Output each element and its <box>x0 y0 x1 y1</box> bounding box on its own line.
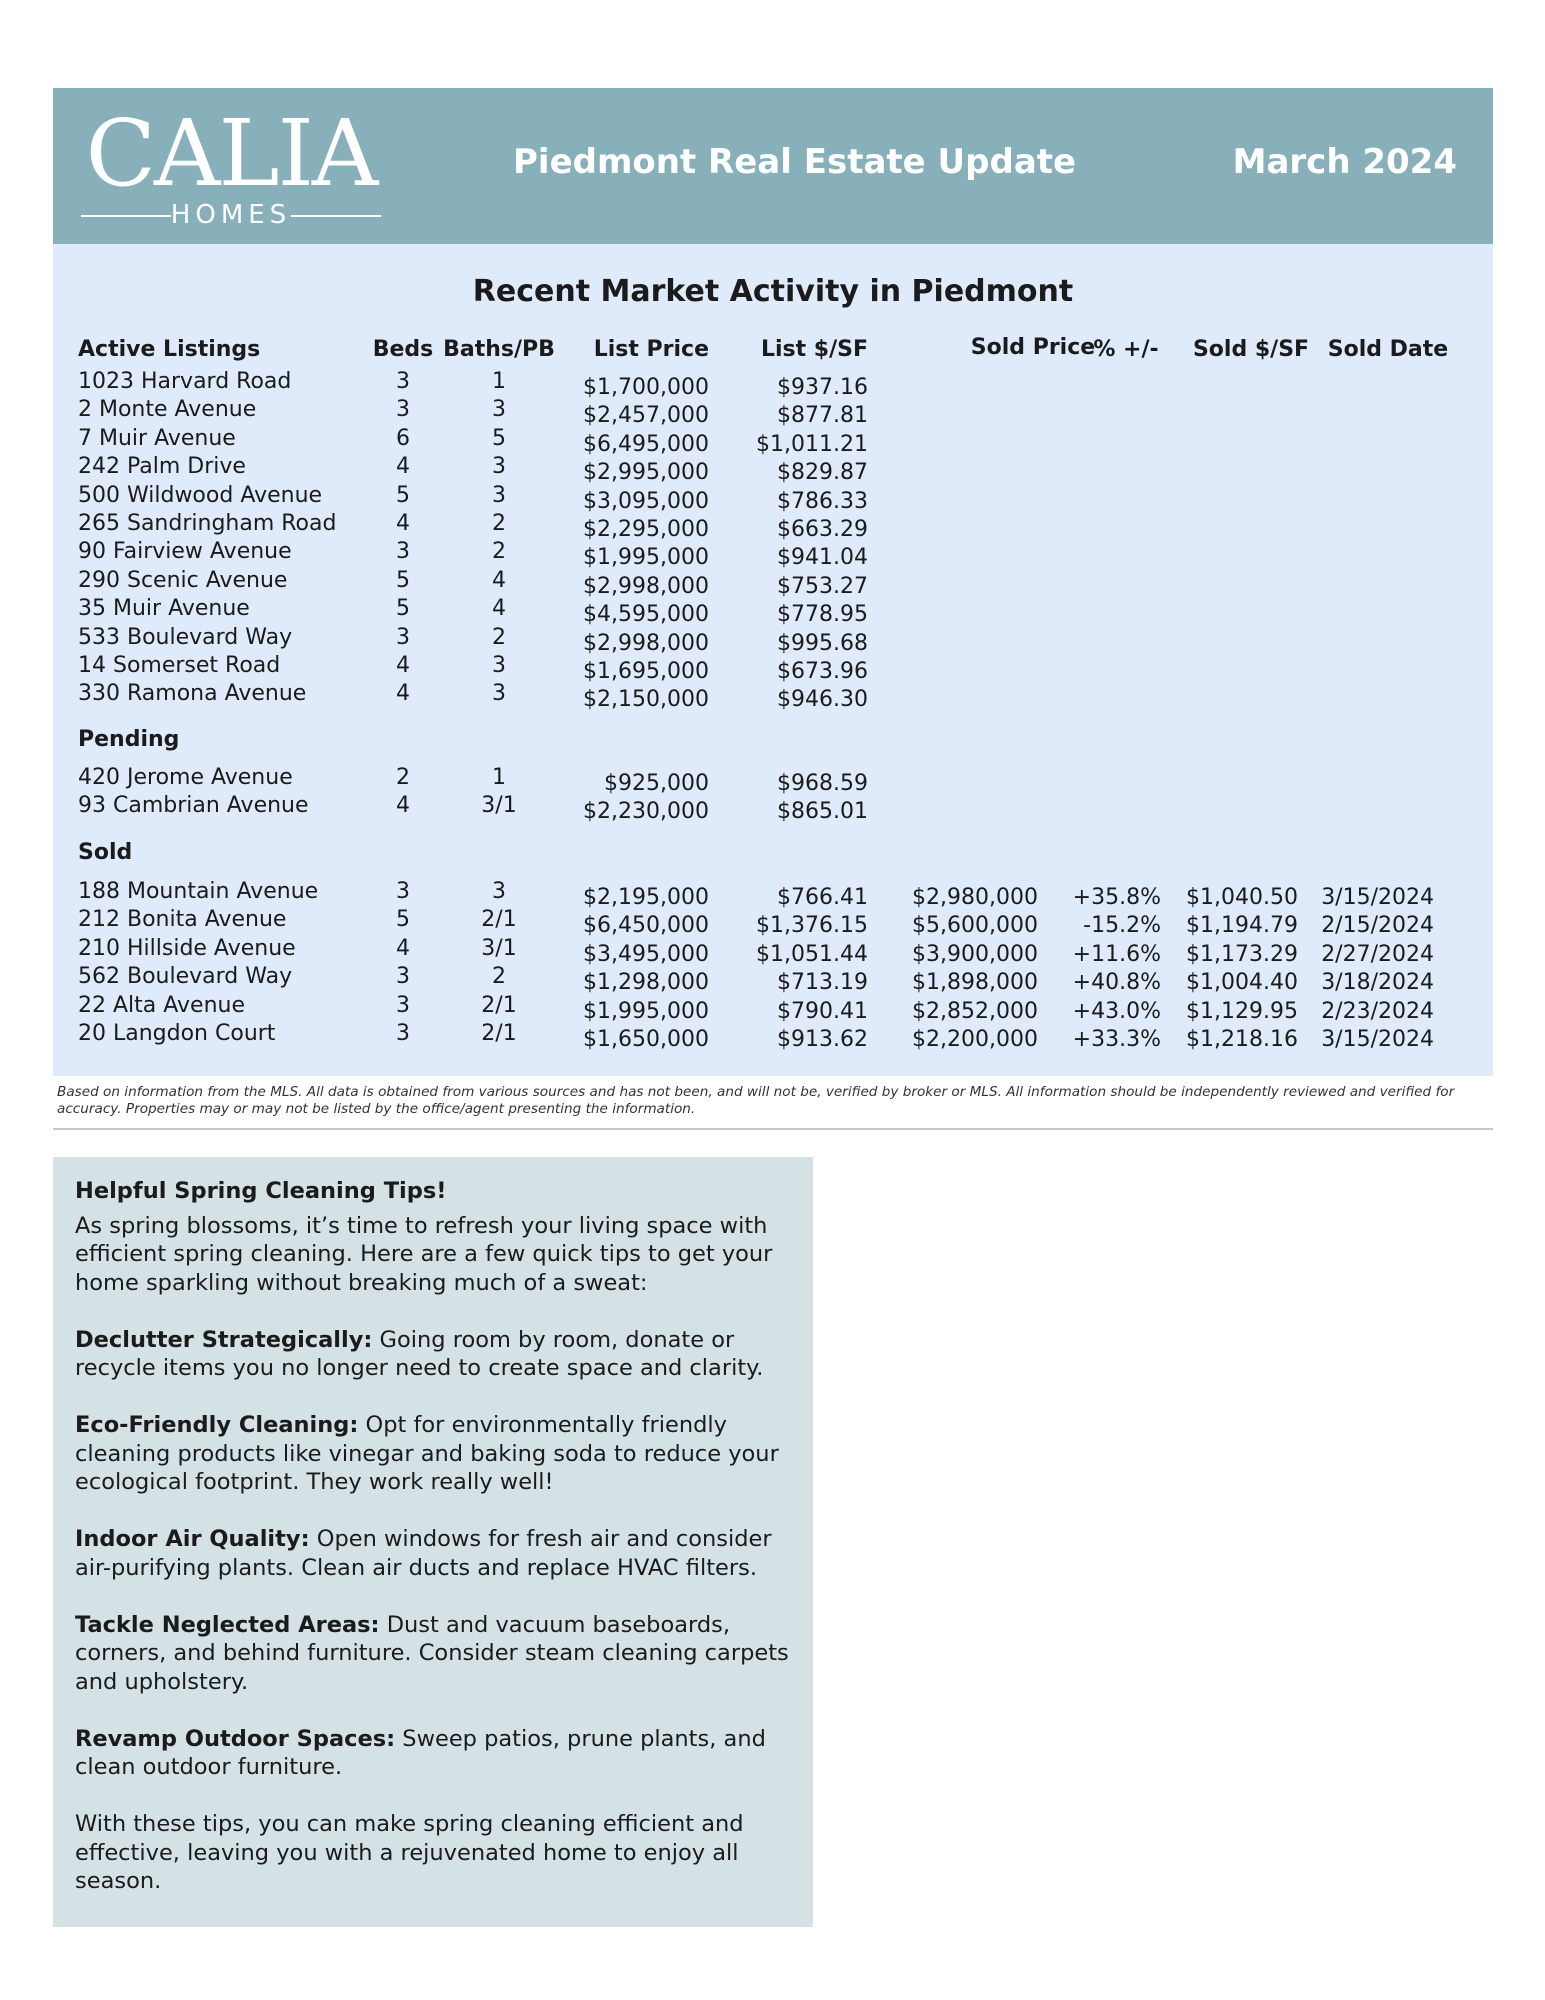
column-header-sold-psf: Sold $/SF <box>1192 337 1310 362</box>
active-list-psf: $663.29 <box>777 517 868 542</box>
sold-pct: -15.2% <box>1083 913 1161 939</box>
sold-pct: +40.8% <box>1072 970 1161 996</box>
tips-intro: As spring blossoms, it’s time to refresh your living space with efficient spring cleaning. Here are a few quick tips to get your home sparkling without breaking much of a sweat: <box>75 1212 773 1296</box>
active-list-price: $4,595,000 <box>583 602 709 628</box>
active-list-price: $1,700,000 <box>583 375 709 400</box>
tip-label: Tackle Neglected Areas: <box>75 1611 380 1638</box>
header-banner <box>53 88 1493 244</box>
active-baths: 5 <box>492 425 506 451</box>
sold-address: 20 Langdon Court <box>78 1021 276 1046</box>
market-activity-panel <box>53 244 1493 1076</box>
tip-label: Revamp Outdoor Spaces: <box>75 1725 396 1752</box>
sold-baths: 2/1 <box>481 1021 517 1046</box>
sold-beds: 5 <box>396 907 410 933</box>
market-title: Recent Market Activity in Piedmont <box>472 274 1074 309</box>
pending-address: 93 Cambrian Avenue <box>78 793 309 819</box>
tip-item <box>75 1611 795 1697</box>
active-address: 1023 Harvard Road <box>78 369 292 394</box>
sold-beds: 3 <box>396 992 410 1018</box>
sold-pct: +35.8% <box>1072 885 1161 910</box>
sold-address: 22 Alta Avenue <box>78 992 245 1018</box>
active-list-price: $2,457,000 <box>583 403 709 429</box>
column-header-list-psf: List $/SF <box>760 337 868 362</box>
column-header-beds: Beds <box>372 337 434 362</box>
active-beds: 4 <box>396 454 410 480</box>
tip-item <box>75 1411 795 1497</box>
sold-list-psf: $913.62 <box>777 1027 868 1052</box>
sold-sold-date: 3/15/2024 <box>1321 1027 1434 1052</box>
pending-list-price: $925,000 <box>604 771 709 796</box>
sold-list-price: $1,995,000 <box>583 998 709 1024</box>
sold-list-price: $2,195,000 <box>583 885 709 910</box>
tip-text: Going room by room, donate or recycle items you no longer need to create space and clarity. <box>75 1326 764 1381</box>
sold-baths: 3/1 <box>481 935 517 961</box>
active-address: 330 Ramona Avenue <box>78 681 307 707</box>
active-list-psf: $946.30 <box>777 687 868 713</box>
pending-list-price: $2,230,000 <box>583 799 709 825</box>
section-label-pending: Pending <box>78 727 180 752</box>
sold-sold-price: $2,852,000 <box>912 998 1038 1024</box>
sold-list-price: $3,495,000 <box>583 941 709 967</box>
sold-list-psf: $1,376.15 <box>756 913 868 939</box>
sold-baths: 2 <box>492 964 506 990</box>
active-baths: 1 <box>492 369 506 394</box>
column-header-pct: % +/- <box>1093 337 1159 362</box>
active-baths: 3 <box>492 454 506 480</box>
sold-sold-price: $2,980,000 <box>912 885 1038 910</box>
active-address: 500 Wildwood Avenue <box>78 482 323 508</box>
section-label-sold: Sold <box>78 840 133 865</box>
active-list-psf: $877.81 <box>777 403 868 429</box>
active-beds: 4 <box>396 653 410 678</box>
pending-baths: 1 <box>492 765 506 790</box>
active-list-psf: $937.16 <box>777 375 868 400</box>
sold-sold-psf: $1,004.40 <box>1186 970 1298 996</box>
sold-list-price: $1,650,000 <box>583 1027 709 1052</box>
active-baths: 2 <box>492 511 506 536</box>
tips-title: Helpful Spring Cleaning Tips! <box>75 1178 447 1204</box>
sold-list-price: $1,298,000 <box>583 970 709 996</box>
active-address: 265 Sandringham Road <box>78 511 337 536</box>
tip-text: Dust and vacuum baseboards, corners, and behind furniture. Consider steam cleaning carpets and upholstery. <box>75 1611 789 1695</box>
sold-sold-psf: $1,173.29 <box>1186 941 1298 967</box>
sold-sold-psf: $1,194.79 <box>1186 913 1298 939</box>
logo-sub-text: HOMES <box>170 200 292 230</box>
sold-pct: +43.0% <box>1072 998 1161 1024</box>
tip-item <box>75 1725 795 1782</box>
tip-item <box>75 1525 795 1582</box>
page-title: Piedmont Real Estate Update <box>513 142 1077 182</box>
active-beds: 4 <box>396 681 410 707</box>
tip-label: Eco-Friendly Cleaning: <box>75 1412 359 1438</box>
active-baths: 3 <box>492 653 506 678</box>
active-list-psf: $829.87 <box>777 460 868 486</box>
active-list-price: $2,995,000 <box>583 460 709 486</box>
logo-subtitle <box>81 201 381 229</box>
active-address: 14 Somerset Road <box>78 653 281 678</box>
sold-sold-psf: $1,218.16 <box>1186 1027 1298 1052</box>
active-baths: 4 <box>492 596 506 622</box>
active-list-psf: $778.95 <box>777 602 868 628</box>
active-baths: 3 <box>492 681 506 707</box>
column-header-sold-price: Sold Price <box>970 335 1096 360</box>
sold-sold-date: 2/27/2024 <box>1321 941 1434 967</box>
sold-baths: 2/1 <box>481 992 517 1018</box>
sold-beds: 3 <box>396 879 410 904</box>
pending-beds: 4 <box>396 793 410 819</box>
active-beds: 6 <box>396 425 410 451</box>
sold-address: 210 Hillside Avenue <box>78 935 296 961</box>
column-header-baths: Baths/PB <box>443 337 555 362</box>
active-list-price: $2,998,000 <box>583 573 709 599</box>
pending-baths: 3/1 <box>481 793 517 819</box>
active-address: 90 Fairview Avenue <box>78 539 292 565</box>
sold-sold-date: 3/15/2024 <box>1321 885 1434 910</box>
active-beds: 3 <box>396 624 410 650</box>
active-address: 35 Muir Avenue <box>78 596 250 622</box>
active-list-price: $2,150,000 <box>583 687 709 713</box>
active-beds: 3 <box>396 539 410 565</box>
sold-list-price: $6,450,000 <box>583 913 709 939</box>
tips-outro: With these tips, you can make spring cleaning efficient and effective, leaving you with a rejuvenated home to enjoy all season. <box>75 1811 744 1894</box>
logo-wordmark: CALIA <box>85 100 377 207</box>
active-baths: 2 <box>492 539 506 565</box>
column-header-sold-date: Sold Date <box>1327 337 1449 362</box>
active-list-price: $2,295,000 <box>583 517 709 542</box>
divider <box>53 1128 1493 1130</box>
sold-list-psf: $790.41 <box>777 998 868 1024</box>
sold-sold-date: 3/18/2024 <box>1321 970 1434 996</box>
sold-sold-price: $5,600,000 <box>912 913 1038 939</box>
active-address: 7 Muir Avenue <box>78 425 236 451</box>
active-list-price: $6,495,000 <box>583 431 709 457</box>
sold-pct: +33.3% <box>1072 1027 1161 1052</box>
sold-sold-date: 2/23/2024 <box>1321 998 1434 1024</box>
pending-beds: 2 <box>396 765 410 790</box>
active-address: 290 Scenic Avenue <box>78 567 288 593</box>
active-beds: 5 <box>396 482 410 508</box>
active-beds: 3 <box>396 369 410 394</box>
pending-list-psf: $865.01 <box>777 799 868 825</box>
active-baths: 4 <box>492 567 506 593</box>
active-list-psf: $753.27 <box>777 573 868 599</box>
active-beds: 5 <box>396 567 410 593</box>
tip-label: Declutter Strategically: <box>75 1326 373 1353</box>
tip-label: Indoor Air Quality: <box>75 1526 310 1552</box>
active-list-psf: $941.04 <box>777 545 868 571</box>
sold-baths: 3 <box>492 879 506 904</box>
sold-address: 212 Bonita Avenue <box>78 907 287 933</box>
tip-text: Sweep patios, prune plants, and clean outdoor furniture. <box>75 1725 766 1780</box>
active-baths: 2 <box>492 624 506 650</box>
tip-text: Opt for environmentally friendly cleaning products like vinegar and baking soda to reduce your ecological footprint. They work really well! <box>75 1412 779 1495</box>
sold-beds: 3 <box>396 964 410 990</box>
active-list-psf: $995.68 <box>777 630 868 656</box>
sold-sold-price: $1,898,000 <box>912 970 1038 996</box>
active-address: 242 Palm Drive <box>78 454 246 480</box>
column-header-list-price: List Price <box>593 337 709 362</box>
sold-sold-psf: $1,129.95 <box>1186 998 1298 1024</box>
active-beds: 3 <box>396 397 410 423</box>
active-address: 533 Boulevard Way <box>78 624 293 650</box>
active-baths: 3 <box>492 397 506 423</box>
disclaimer: Based on information from the MLS. All data is obtained from various sources and has not been, and will not be, verified by broker or MLS. All information should be independently reviewed and verified for accuracy. Properties may or may not be listed by the office/agent presenting the information. <box>57 1084 1455 1117</box>
active-beds: 4 <box>396 511 410 536</box>
sold-list-psf: $766.41 <box>777 885 868 910</box>
sold-list-psf: $1,051.44 <box>756 941 868 967</box>
sold-list-psf: $713.19 <box>777 970 868 996</box>
sold-sold-psf: $1,040.50 <box>1186 885 1298 910</box>
active-beds: 5 <box>396 596 410 622</box>
active-baths: 3 <box>492 482 506 508</box>
sold-pct: +11.6% <box>1072 941 1161 967</box>
active-list-price: $2,998,000 <box>583 630 709 656</box>
active-list-psf: $786.33 <box>777 488 868 514</box>
active-list-price: $1,995,000 <box>583 545 709 571</box>
active-list-price: $1,695,000 <box>583 659 709 684</box>
active-list-psf: $673.96 <box>777 659 868 684</box>
calia-homes-logo <box>81 100 381 230</box>
sold-address: 188 Mountain Avenue <box>78 879 319 904</box>
pending-list-psf: $968.59 <box>777 771 868 796</box>
spring-tips-panel <box>53 1157 813 1927</box>
sold-beds: 3 <box>396 1021 410 1046</box>
sold-sold-price: $3,900,000 <box>912 941 1038 967</box>
sold-address: 562 Boulevard Way <box>78 964 293 990</box>
active-address: 2 Monte Avenue <box>78 397 257 423</box>
active-list-price: $3,095,000 <box>583 488 709 514</box>
issue-date: March 2024 <box>1232 142 1457 182</box>
column-header-active: Active Listings <box>78 337 261 362</box>
tip-text: Open windows for fresh air and consider air-purifying plants. Clean air ducts and replace HVAC filters. <box>75 1526 772 1581</box>
tip-item <box>75 1326 795 1383</box>
pending-address: 420 Jerome Avenue <box>78 765 293 790</box>
active-list-psf: $1,011.21 <box>756 431 868 457</box>
sold-baths: 2/1 <box>481 907 517 933</box>
sold-sold-date: 2/15/2024 <box>1321 913 1434 939</box>
sold-beds: 4 <box>396 935 410 961</box>
spring-tips-content <box>75 1177 795 1896</box>
sold-sold-price: $2,200,000 <box>912 1027 1038 1052</box>
